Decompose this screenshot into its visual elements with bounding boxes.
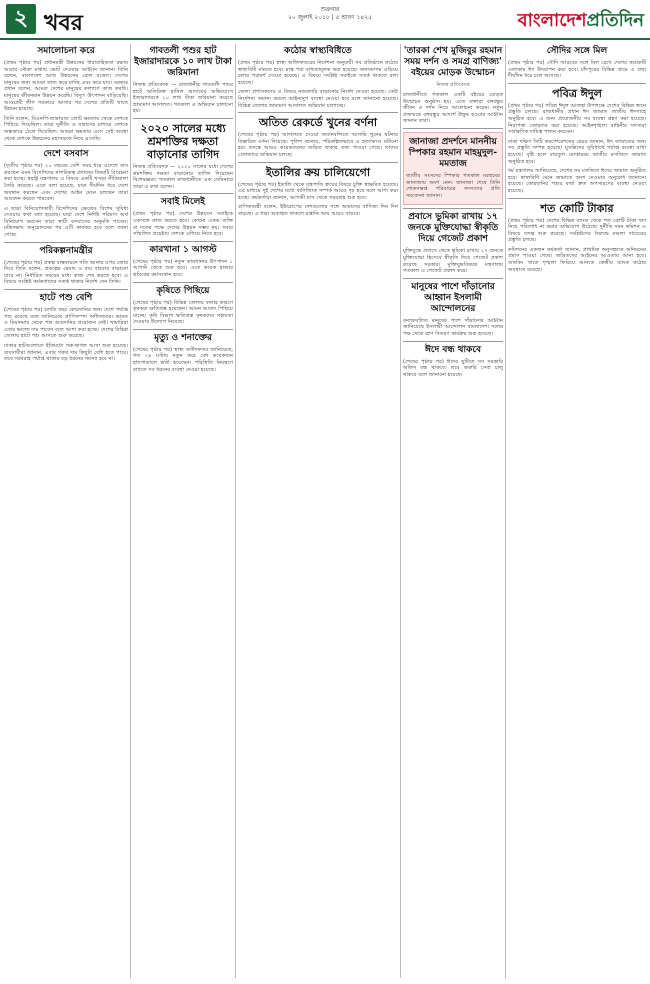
divider [133, 282, 233, 283]
headline: গাবতলী পশুর হাট ইজারাদারকে ১০ লাখ টাকা জরিমানা [134, 46, 232, 78]
masthead-rule [0, 38, 650, 40]
logo-sub: প্রতিদিন [586, 10, 644, 31]
divider [403, 208, 503, 209]
divider [4, 145, 128, 146]
article-text: (শেষের পৃষ্ঠার পর) বিভিন্ন জেলায় বন্যার কারণে কৃষকরা ক্ষতিগ্রস্ত হয়েছেন। আমন আবাদ পিছিয়ে যাচ্ছে। কৃষি বিভাগ ক্ষতিগ্রস্ত কৃষকদের সহায়তা দেওয়ার উদ্যোগ নিয়েছে। [133, 299, 233, 326]
article-text: তিনি বলেন, বিএনপি-জামায়াত জোট ক্ষমতায় থেকে দেশকে পিছিয়ে দিয়েছিল। তারা দুর্নীতি ও সন্ত্রাসের মাধ্যমে দেশকে অন্ধকারে ঠেলে দিয়েছিল। আমরা ক্ষমতায় এসে সেই অবস্থা থেকে দেশকে উন্নয়নের মহাসড়কে নিয়ে এসেছি। [4, 115, 128, 142]
column-3 [238, 44, 398, 978]
headline: ইতালির ক্রয় চালিয়েগো [265, 165, 371, 179]
headline: জানাজা প্রদর্শনে মাননীয় স্পিকার রহমান মাহমুদুল-মমতাজ [408, 136, 498, 169]
article-text: (প্রথম পৃষ্ঠার পর) পবিত্র ঈদুল আজহা উপলক্ষে দেশের বিভিন্ন স্থানে প্রস্তুতি চলছে। রাজধানীর প্রধান ঈদ জামাত জাতীয় ঈদগাহে অনুষ্ঠিত হবে। এ জন্য প্রয়োজনীয় সব ব্যবস্থা গ্রহণ করা হয়েছে। নিরাপত্তা জোরদার করা হয়েছে। আইনশৃঙ্খলা বাহিনীর সদস্যরা সার্বক্ষণিক দায়িত্ব পালন করবেন। [508, 102, 646, 136]
headline: সৌদির সঙ্গে মিল [546, 46, 608, 56]
divider [403, 341, 503, 342]
dateline [250, 6, 410, 22]
article-text: ঢাকা দক্ষিণ সিটি করপোরেশনের মেয়র জানান, ঈদ জামাতের জন্য সব প্রস্তুতি সম্পন্ন হয়েছে। মুসল্লিদের সুবিধার্থে পর্যাপ্ত ব্যবস্থা রাখা হয়েছে। বৃষ্টি হলে বায়তুল মোকাররম জাতীয় মসজিদে জামাত অনুষ্ঠিত হবে। [508, 138, 646, 165]
column-divider [235, 44, 236, 978]
article-text: ধর্ম মন্ত্রণালয় জানিয়েছে, দেশের সব মসজিদে ঈদের জামাত অনুষ্ঠিত হবে। স্বাস্থ্যবিধি মেনে জামাতে অংশ নেওয়ার অনুরোধ জানানো হয়েছে। কোরবানির পশুর বর্জ্য দ্রুত অপসারণের ব্যবস্থা নেওয়া হয়েছে। [508, 168, 646, 194]
article-text: (শেষের পৃষ্ঠার পর) নতুন কারখানার উৎপাদন ১ আগস্ট থেকে শুরু হবে। এতে কয়েক হাজার শ্রমিকের কর্মসংস্থান হবে। [133, 258, 233, 278]
article-text: (প্রথম পৃষ্ঠার পর) সৌদি আরবের সঙ্গে মিল রেখে দেশের কয়েকটি এলাকায় ঈদ উদযাপন করা হবে। চাঁদপুরের বিভিন্ন গ্রামে এ প্রথা দীর্ঘদিন ধরে চলে আসছে। [508, 60, 646, 80]
article-text: (প্রথম পৃষ্ঠার পর) দেশের বিভিন্ন ব্যাংক থেকে শত কোটি টাকা ঋণ নিয়ে পরিশোধ না করার অভিযোগ উঠেছে। দুর্নীতি দমন কমিশন এ বিষয়ে তদন্ত শুরু করেছে। সংশ্লিষ্টদের বিরুদ্ধে মামলা দায়েরের প্রস্তুতি চলছে। [508, 217, 646, 244]
article-text: জাতীয় সংসদের স্পিকার গতকাল মরহুমের জানাজায় অংশ নেন। জানাজা শেষে তিনি শোকসন্তপ্ত পরিবারের সদস্যদের প্রতি সমবেদনা জানান। [406, 172, 500, 199]
headline: মৃত্যু ও শনাক্তের [154, 332, 212, 343]
headline: 'তারকা শেখ মুজিবুর রহমান সময় দর্শন ও সমগ্র বাণিজ্য' বইয়ের মোড়ক উন্মোচন [403, 46, 503, 78]
divider [508, 83, 646, 84]
article-text: জেলা প্রশাসকদের এ বিষয়ে নজরদারি বাড়ানোর নির্দেশ দেওয়া হয়েছে। কেউ নির্দেশনা অমান্য করলে আইনানুগ ব্যবস্থা নেওয়া হবে বলে জানানো হয়েছে। বিভিন্ন জেলায় ভ্রাম্যমাণ আদালত অভিযান চালাচ্ছে। [238, 89, 398, 109]
article-text: নিজস্ব প্রতিবেদক — রাজধানীর গাবতলী পশুর হাটে অতিরিক্ত হাসিল আদায়ের অভিযোগে ইজারাদারকে ১০ লাখ টাকা জরিমানা করেছে ভ্রাম্যমাণ আদালত। গতকাল এ অভিযান চালানো হয়। [133, 82, 233, 115]
divider [238, 112, 398, 113]
page-number: ২ [6, 4, 36, 34]
article-text: বন্যাকবলিত মানুষের পাশে দাঁড়ানোর আহ্বান জানিয়েছে ইসলামী আন্দোলন বাংলাদেশ। দলের পক্ষ থেকে ত্রাণ বিতরণ কার্যক্রম শুরু হয়েছে। [403, 317, 503, 337]
logo-main: বাংলাদেশ [517, 10, 587, 31]
article-text: (তৃতীয় পৃষ্ঠার পর) ২০ বছরের বেশি সময় ধরে এদেশে বাস করছেন এমন বিদেশিদের নাগরিকত্ব প্রদানের বিষয়টি বিবেচনা করা হচ্ছে। স্বরাষ্ট্র মন্ত্রণালয় এ বিষয়ে একটি খসড়া নীতিমালা তৈরি করেছে। এতে বলা হয়েছে, যারা দীর্ঘদিন ধরে দেশে অবস্থান করছেন এবং দেশের আইন মেনে চলছেন তারা আবেদন করতে পারবেন। [4, 163, 128, 203]
headline: অতিত রেকর্ডে খুনের বর্ণনা [258, 116, 378, 130]
article-text: (শেষের পৃষ্ঠার পর) প্রকল্প বাস্তবায়নে গতি আনার ওপর জোর দিয়ে তিনি বলেন, প্রকল্পের মেয়াদ ও ব্যয় বারবার বাড়ানো যাবে না। নির্ধারিত সময়ের মধ্যে কাজ শেষ করতে হবে। এ বিষয়ে সংশ্লিষ্ট কর্মকর্তাদের সতর্ক থাকার নির্দেশ দেন তিনি। [4, 259, 128, 286]
column-5 [508, 44, 646, 978]
headline: কারখানা ১ আগস্ট [149, 244, 217, 255]
headline: পরিকল্পনামন্ত্রীর [39, 245, 93, 256]
article-text: (শেষের পৃষ্ঠার পর) ঈদের ছুটিতে সব সরকারি অফিস বন্ধ থাকবে। তবে জরুরি সেবা চালু থাকবে বলে জানানো হয়েছে। [403, 358, 503, 378]
divider [133, 241, 233, 242]
column-2 [133, 44, 233, 978]
divider [403, 128, 503, 129]
headline: কৃষিতে পিছিয়ে [156, 285, 210, 296]
article-text: ঢাকার হাটগুলোতে ইতিমধ্যে গরু-ছাগল আসা শুরু হয়েছে। ব্যবসায়ীরা জানান, এবার গরুর দাম কিছুটা বেশি হতে পারে। তবে সরবরাহ পর্যাপ্ত থাকায় বড় ধরনের সমস্যা হবে না। [4, 343, 128, 363]
article-text: এ ছাড়া বিনিয়োগকারী বিদেশিদের ক্ষেত্রেও বিশেষ সুবিধা দেওয়ার কথা বলা হয়েছে। যারা দেশে নির্দিষ্ট পরিমাণ অর্থ বিনিয়োগ করবেন তারা স্থায়ী বসবাসের অনুমতি পাবেন। মন্ত্রিসভায় অনুমোদনের পর এটি কার্যকর হবে বলে জানা গেছে। [4, 205, 128, 239]
article-text: (প্রথম পৃষ্ঠার পর) স্বাস্থ্য অধিদফতরের নির্দেশনা অনুযায়ী সব প্রতিষ্ঠানে কঠোর স্বাস্থ্যবিধি মানতে হবে। মাস্ক পরা বাধ্যতামূলক করা হয়েছে। জনসমাগম এড়িয়ে চলার পরামর্শ দেওয়া হয়েছে। এ বিষয়ে সংশ্লিষ্ট সবাইকে সতর্ক থাকতে বলা হয়েছে। [238, 60, 398, 86]
date: ২০ জুলাই ২০১৮ | ৫ শ্রাবণ ১৪২৫ [287, 14, 373, 21]
article-text: (প্রথম পৃষ্ঠার পর) প্রধানমন্ত্রী উন্নয়নের ধারাবাহিকতা রক্ষায় আবার নৌকা মার্কায় ভোট দেওয়ার আহ্বান জানান। তিনি বলেন, বাংলাদেশ আজ উন্নয়নের রোল মডেল। দেশের মানুষের জন্য আমরা কাজ করে যাচ্ছি এবং করে যাব। সরকার প্রধান বলেন, আমরা দেশের মানুষের কল্যাণে কাজ করছি। মানুষের জীবনমান উন্নয়ন করেছি। বিদ্যুৎ উৎপাদন বাড়িয়েছি। আওয়ামী লীগ সরকারে আসার পর দেশের প্রতিটি খাতে উন্নয়ন হয়েছে। [4, 60, 128, 113]
article-text: কমিশনের একজন কর্মকর্তা জানান, প্রাথমিক অনুসন্ধানে অনিয়মের প্রমাণ পাওয়া গেছে। জড়িতদের আইনের আওতায় আনা হবে। ব্যাংকিং খাতে শৃঙ্খলা ফিরিয়ে আনতে কেন্দ্রীয় ব্যাংক কঠোর অবস্থানে রয়েছে। [508, 246, 646, 273]
headline: সমালোচনা করে [37, 46, 95, 56]
article-text: রাজধানীতে গতকাল একটি বইয়ের মোড়ক উন্মোচন অনুষ্ঠান হয়। এতে বক্তারা বঙ্গবন্ধুর জীবন ও দর্শন নিয়ে আলোচনা করেন। নতুন প্রজন্মকে বঙ্গবন্ধুর আদর্শে উদ্বুদ্ধ হওয়ার আহ্বান জানান তারা। [403, 92, 503, 125]
column-divider [505, 44, 506, 978]
divider [4, 289, 128, 290]
weekday: শুক্রবার [320, 6, 340, 13]
article-text: (শেষের পৃষ্ঠার পর) স্বাস্থ্য অধিদফতর জানিয়েছে, গত ২৪ ঘণ্টায় নতুন করে বেশ কয়েকজন হাসপাতালে ভর্তি হয়েছেন। পরিস্থিতি নিয়ন্ত্রণে রাখতে সব ধরনের ব্যবস্থা নেওয়া হয়েছে। [133, 346, 233, 373]
divider [4, 242, 128, 243]
headline: কঠোর স্বাস্থ্যবিধিতে [284, 46, 352, 56]
headline: প্রবাসে ভুমিকা রাখায় ১৭ জনকে মুক্তিযোদ্ধা স্বীকৃতি দিয়ে গেজেট প্রকাশ [407, 212, 499, 245]
headline: সবাই মিলেই [161, 197, 205, 208]
newspaper-logo [518, 6, 644, 37]
headline: পবিত্র ঈদুল [552, 86, 602, 100]
column-4 [403, 44, 503, 978]
article-text: মুক্তিযুদ্ধে প্রবাসে থেকে ভূমিকা রাখায় ১৭ জনকে মুক্তিযোদ্ধা হিসেবে স্বীকৃতি দিয়ে গেজেট প্রকাশ করেছে সরকার। মুক্তিযুদ্ধবিষয়ক মন্ত্রণালয় গতকাল এ গেজেট প্রকাশ করে। [403, 248, 503, 275]
article-text: (শেষের পৃষ্ঠার পর) আদালতে দেওয়া জবানবন্দিতে আসামি খুনের ঘটনার বিস্তারিত বর্ণনা দিয়েছে। পুলিশ জানায়, পরিকল্পিতভাবে এ হত্যাকাণ্ড ঘটানো হয়। তদন্তে আরও কয়েকজনের জড়িত থাকার তথ্য পাওয়া গেছে। তাদের গ্রেফতারে অভিযান চলছে। [238, 132, 398, 158]
column-divider [130, 44, 131, 978]
article-text: (শেষের পৃষ্ঠার পর) ইতালি থেকে যন্ত্রপাতি ক্রয়ের বিষয়ে চুক্তি স্বাক্ষরিত হয়েছে। এর মাধ্যমে দুই দেশের মধ্যে বাণিজ্যিক সম্পর্ক আরও দৃঢ় হবে বলে আশা করা হচ্ছে। কর্মকর্তারা জানান, আগামী মাস থেকে সরবরাহ শুরু হবে। [238, 181, 398, 201]
divider [238, 162, 398, 163]
article-text: নিজস্ব প্রতিবেদক — ২০২০ সালের মধ্যে দেশের শ্রমশক্তির দক্ষতা বাড়ানোর তাগিদ দিয়েছেন বিশেষজ্ঞরা। গতকাল রাজধানীতে এক সেমিনারে তারা এ কথা বলেন। [133, 163, 233, 190]
headline: ২০২০ সালের মধ্যে শ্রমশক্তির দক্ষতা বাড়ানোর তাগিদ [140, 121, 226, 161]
headline: শত কোটি টাকার [540, 201, 614, 215]
column-1 [4, 44, 128, 978]
headline: হাটে পশু বেশি [39, 293, 93, 304]
divider [508, 198, 646, 199]
article-text: (প্রথম পৃষ্ঠার পর) দেশের উন্নয়নে সবাইকে একসঙ্গে কাজ করতে হবে। কোনো একক ব্যক্তি বা দলের পক্ষে দেশের উন্নয়ন সম্ভব নয়। সবার সম্মিলিত প্রচেষ্টায় দেশকে এগিয়ে নিতে হবে। [133, 211, 233, 238]
masthead [0, 0, 650, 40]
byline: নিজস্ব প্রতিবেদক [436, 82, 470, 88]
highlight-box [403, 132, 503, 205]
divider [133, 329, 233, 330]
section-title: খবর [44, 10, 83, 36]
article-text: বাণিজ্যমন্ত্রী বলেন, ইউরোপের দেশগুলোর সঙ্গে আমাদের বাণিজ্য দিন দিন বাড়ছে। এ ধারা অব্যাহত থাকলে রপ্তানি আয় আরও বাড়বে। [238, 204, 398, 217]
divider [133, 193, 233, 194]
headline: মানুষের পাশে দাঁড়ানোর আহ্বান ইসলামী আন্দোলনের [411, 281, 495, 314]
article-text: (শেষের পৃষ্ঠার পর) চলতি বছর কোরবানির জন্য দেশে পর্যাপ্ত পশু রয়েছে বলে জানিয়েছে প্রাণিসম্পদ অধিদফতর। ভারত ও মিয়ানমার থেকে পশু আমদানির প্রয়োজন নেই। খামারিরা এবার ভালো দাম পাবেন বলে আশা করা হচ্ছে। দেশের বিভিন্ন জেলায় হাটে পশু আসতে শুরু করেছে। [4, 307, 128, 340]
divider [403, 278, 503, 279]
headline: দেশে বসবাস [43, 149, 89, 160]
divider [133, 118, 233, 119]
headline: ঈদে বন্ধ থাকবে [425, 344, 481, 355]
column-divider [400, 44, 401, 978]
